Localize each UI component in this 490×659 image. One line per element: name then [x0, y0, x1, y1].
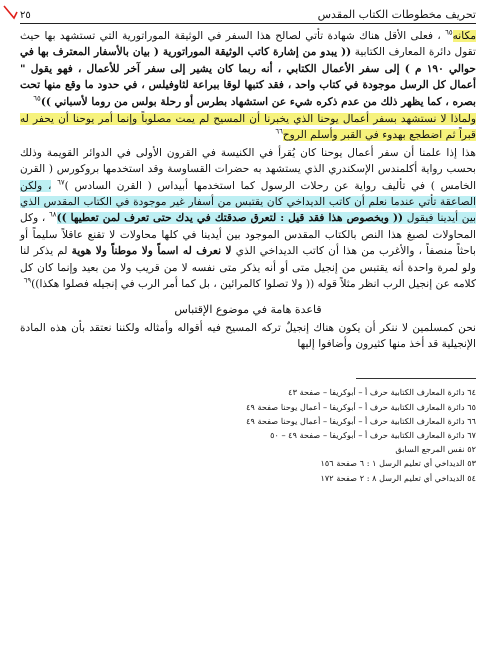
footnote-item: ٥٤ الديداخي أي تعليم الرسل ٨ : ٢ صفحة ١٧٢	[320, 472, 476, 483]
footnotes	[20, 385, 476, 484]
page-header-title: تحريف مخطوطات الكتاب المقدس	[317, 8, 476, 21]
footnote-item: ٥٣ الديداخي أي تعليم الرسل ١ : ٦ صفحة ١٥٦	[320, 458, 476, 469]
highlighted-word: مكانه	[452, 30, 476, 42]
paragraph-text: هذا إذا علمنا أن سفر أعمال يوحنا كان يُقرأ في الكنيسة في القرون الأولى في الدوائر القويمة وذلك بحسب رواية أكلمندس الإسكندري الذي يستشهد به حضرات القساوسة وقد استخدمها بروكورس ( القرن الخامس ) في تأليف رواية عن رحلات الرسول كما استخدمها أبيداس ( القرن السادس )	[20, 146, 477, 192]
footnote-ref: ٦٥	[445, 28, 453, 37]
footnote-item: ٦٦ دائرة المعارف الكتابية حرف أ – أبوكريفا – أعمال يوحنا صفحة ٤٩	[246, 415, 476, 426]
section-title: قاعدة هامة في موضوع الإقتباس	[174, 302, 322, 316]
page-number: ٢٥	[20, 10, 31, 21]
paragraph-text: ، فعلى الأقل هناك شهادة تأتي لصالح هذا السفر في الوثيقة الموراتورية التي تستشهد بها حيث تقول دائرة المعارف الكتابية	[20, 30, 476, 59]
footnote-ref: ٦٥	[33, 94, 41, 103]
red-check-mark-icon	[2, 2, 20, 20]
emphasis-bold: لا نعرف له اسماً ولا موطناً ولا هوية	[71, 245, 232, 258]
footnote-ref: ٦٨	[49, 210, 57, 219]
document-page	[20, 8, 476, 653]
highlighted-sentence: ولماذا لا نستشهد بسفر أعمال يوحنا الذي يخبرنا أن المسيح لم يمت مصلوباً وإنما أمر يوحنا أن يحفر له قبراً ثم اضطجع بهدوء في القبر وأسلم الروح	[20, 113, 476, 142]
footnote-item: ٦٥ دائرة المعارف الكتابية حرف أ – أبوكريفا – أعمال يوحنا صفحة ٤٩	[246, 401, 476, 412]
paragraph-2	[20, 111, 476, 144]
page-body	[20, 28, 476, 352]
quotation-bold: (( يبدو من إشارة كاتب الوثيقة الموراتورية ( بيان بالأسفار المعترف بها في حوالي ١٩٠ م ) إلى سفر الأعمال الكتابي ، أنه ربما كان يشير إلى سفر آخر للأعمال ، فهو يقول " أعمال كل الرسل موجودة في كتاب واحد ، فقد كتبها لوقا ببراعة لثاوفيلس ، في حدود ما وقع منها تحت بصره ، كما يظهر ذلك من عدم ذكره شيء عن استشهاد بطرس أو رحلة بولس من روما لأسباني ))	[20, 46, 476, 108]
paragraph-text: لم يذكر لنا ولو لمرة واحدة أنه يقتبس من إنجيل متى أو أنه يذكر متى نفسه لا من قريب ولا من بعيد وإنما كان كل كلامه عن إنجيل الرب انظر مثلاً قوله (( ولا تصلوا كالمرائين ، بل كما أمر الرب في إنجيله فصلوا هكذا))	[20, 245, 476, 291]
paragraph-text: ، وكل المحاولات لصبغ هذا النص بالكتاب المقدس الموجود بين أيدينا في كلها محاولات لا تقنع عاقلاً سليماً أو باحثاً منصفاً ، والأغرب من هذا أن كاتب الديداخي الذي	[20, 212, 476, 258]
paragraph-4: نحن كمسلمين لا ننكر أن يكون هناك إنجيلٌ تركه المسيح فيه أقواله وأمثاله ولكننا نعتقد بأن هذه المادة الإنجيلية قد أخذ منها كثيرون وأضافوا إليها	[20, 321, 476, 350]
footnote-ref: ٦٧	[57, 178, 65, 187]
footnote-item: ٦٧ دائرة المعارف الكتابية حرف أ – أبوكريفا – صفحة ٤٩ – ٥٠	[270, 429, 476, 440]
footnote-item: ٥٢ نفس المرجع السابق	[395, 444, 476, 455]
page-header	[20, 8, 476, 24]
paragraph-text: ، ولكن الصاعقة تأتي عندما نعلم أن كاتب الديداخي كان يقتبس من أسفار غير موجودة في الكتاب المقدس الذي بين أيدينا فيقول	[20, 179, 476, 225]
footnote-divider	[356, 378, 476, 379]
footnote-ref: ٦٩	[23, 276, 32, 285]
footnote-ref: ٦٦	[275, 127, 283, 136]
quotation-bold: (( وبخصوص هذا فقد قيل : لتعرق صدقتك في يدك حتى تعرف لمن تعطيها ))	[56, 212, 404, 225]
paragraph-1	[20, 28, 476, 110]
paragraph-3	[20, 145, 476, 293]
footnote-item: ٦٤ دائرة المعارف الكتابية حرف أ – أبوكريفا – صفحة ٤٣	[288, 387, 476, 398]
